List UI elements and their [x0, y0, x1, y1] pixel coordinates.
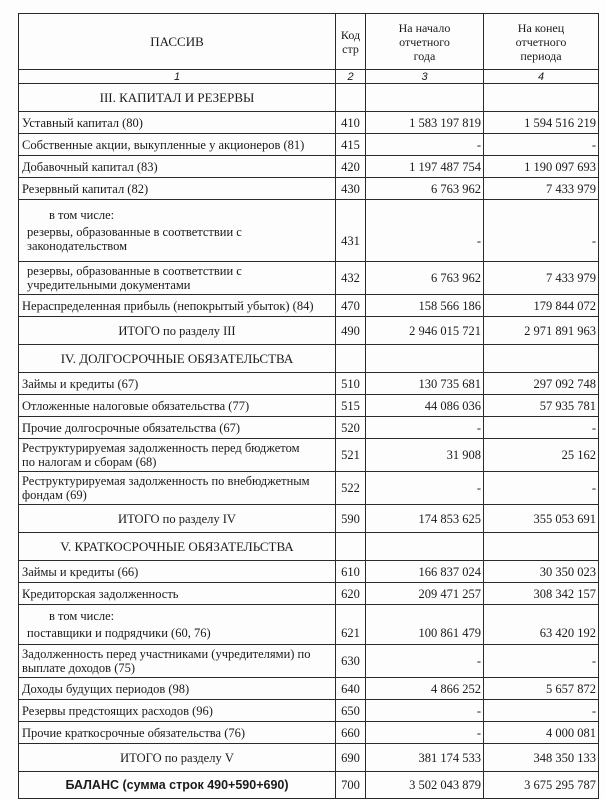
- row-label: ИТОГО по разделу V: [19, 744, 336, 772]
- table-row: [19, 156, 599, 178]
- row-label: Нераспределенная прибыль (непокрытый убыток) (84): [19, 295, 336, 317]
- row-label: в том числе: резервы, образованные в соответствии с законодательством: [19, 200, 336, 262]
- value-end: -: [484, 700, 599, 722]
- table-row: [19, 583, 599, 605]
- table-row: [19, 605, 599, 645]
- row-label: Займы и кредиты (67): [19, 373, 336, 395]
- table-row: [19, 200, 599, 262]
- table-row: [19, 472, 599, 505]
- row-code: 620: [336, 583, 366, 605]
- section-header-capital: [19, 84, 599, 112]
- row-label: Прочие краткосрочные обязательства (76): [19, 722, 336, 744]
- value-start: 174 853 625: [366, 505, 484, 533]
- value-end: 4 000 081: [484, 722, 599, 744]
- value-end: 7 433 979: [484, 178, 599, 200]
- value-start: -: [366, 700, 484, 722]
- value-end: 179 844 072: [484, 295, 599, 317]
- section-title: IV. ДОЛГОСРОЧНЫЕ ОБЯЗАТЕЛЬСТВА: [19, 345, 336, 373]
- row-code: 650: [336, 700, 366, 722]
- table-row: [19, 700, 599, 722]
- row-code: 660: [336, 722, 366, 744]
- value-end: 1 594 516 219: [484, 112, 599, 134]
- row-label: Отложенные налоговые обязательства (77): [19, 395, 336, 417]
- value-end: 63 420 192: [484, 605, 599, 645]
- row-code: 590: [336, 505, 366, 533]
- table-row: [19, 678, 599, 700]
- table-row: [19, 561, 599, 583]
- column-number: 4: [484, 70, 599, 84]
- balance-sheet-liabilities-table: [18, 13, 599, 799]
- header-liabilities: ПАССИВ: [19, 14, 336, 70]
- value-start: 158 566 186: [366, 295, 484, 317]
- value-start: -: [366, 134, 484, 156]
- row-label: БАЛАНС (сумма строк 490+590+690): [19, 772, 336, 799]
- row-label: Прочие долгосрочные обязательства (67): [19, 417, 336, 439]
- section-title: III. КАПИТАЛ И РЕЗЕРВЫ: [19, 84, 336, 112]
- row-code: 490: [336, 317, 366, 345]
- row-label: Задолженность перед участниками (учредителями) по выплате доходов (75): [19, 645, 336, 678]
- row-label: Займы и кредиты (66): [19, 561, 336, 583]
- total-row-section-5: [19, 744, 599, 772]
- table-row: [19, 295, 599, 317]
- row-code: 621: [336, 605, 366, 645]
- table-row: [19, 645, 599, 678]
- row-code: 640: [336, 678, 366, 700]
- table-row: [19, 112, 599, 134]
- value-end: 348 350 133: [484, 744, 599, 772]
- row-code: 690: [336, 744, 366, 772]
- header-line-code: Код стр: [336, 14, 366, 70]
- row-label: Резервы предстоящих расходов (96): [19, 700, 336, 722]
- section-header-long-term: [19, 345, 599, 373]
- value-end: 2 971 891 963: [484, 317, 599, 345]
- value-end: 5 657 872: [484, 678, 599, 700]
- value-start: 130 735 681: [366, 373, 484, 395]
- value-start: 1 583 197 819: [366, 112, 484, 134]
- row-label: ИТОГО по разделу III: [19, 317, 336, 345]
- row-label: Уставный капитал (80): [19, 112, 336, 134]
- row-prefix: в том числе:: [49, 208, 115, 222]
- row-code: 700: [336, 772, 366, 799]
- table-row: [19, 722, 599, 744]
- column-number: 1: [19, 70, 336, 84]
- table-header: [19, 14, 599, 70]
- row-code: 610: [336, 561, 366, 583]
- row-label: Добавочный капитал (83): [19, 156, 336, 178]
- row-label: Резервный капитал (82): [19, 178, 336, 200]
- row-code: 410: [336, 112, 366, 134]
- row-code: 515: [336, 395, 366, 417]
- value-end: -: [484, 200, 599, 262]
- row-code: 510: [336, 373, 366, 395]
- value-end: 30 350 023: [484, 561, 599, 583]
- value-start: 1 197 487 754: [366, 156, 484, 178]
- value-start: -: [366, 472, 484, 505]
- row-code: 432: [336, 262, 366, 295]
- table-row: [19, 395, 599, 417]
- value-end: 355 053 691: [484, 505, 599, 533]
- value-end: 57 935 781: [484, 395, 599, 417]
- row-code: 431: [336, 200, 366, 262]
- value-start: 4 866 252: [366, 678, 484, 700]
- row-code: 630: [336, 645, 366, 678]
- value-start: 381 174 533: [366, 744, 484, 772]
- value-start: 3 502 043 879: [366, 772, 484, 799]
- column-numbers-row: [19, 70, 599, 84]
- table-row: [19, 262, 599, 295]
- value-end: -: [484, 417, 599, 439]
- value-end: -: [484, 645, 599, 678]
- row-code: 430: [336, 178, 366, 200]
- row-label: Кредиторская задолженность: [19, 583, 336, 605]
- value-start: 44 086 036: [366, 395, 484, 417]
- table-row: [19, 373, 599, 395]
- header-period-end: На конец отчетного периода: [484, 14, 599, 70]
- value-end: 1 190 097 693: [484, 156, 599, 178]
- value-start: 6 763 962: [366, 262, 484, 295]
- value-end: 25 162: [484, 439, 599, 472]
- row-label: Реструктурируемая задолженность перед бюджетом по налогам и сборам (68): [19, 439, 336, 472]
- value-start: 6 763 962: [366, 178, 484, 200]
- row-prefix: в том числе:: [49, 609, 115, 623]
- value-start: 31 908: [366, 439, 484, 472]
- row-code: 415: [336, 134, 366, 156]
- value-end: -: [484, 472, 599, 505]
- row-label: ИТОГО по разделу IV: [19, 505, 336, 533]
- value-start: 166 837 024: [366, 561, 484, 583]
- row-code: 522: [336, 472, 366, 505]
- balance-total-row: [19, 772, 599, 799]
- value-end: 7 433 979: [484, 262, 599, 295]
- row-label: Реструктурируемая задолженность по внебюджетным фондам (69): [19, 472, 336, 505]
- value-start: -: [366, 645, 484, 678]
- section-header-short-term: [19, 533, 599, 561]
- row-label: резервы, образованные в соответствии с учредительными документами: [19, 262, 336, 295]
- row-code: 520: [336, 417, 366, 439]
- row-code: 470: [336, 295, 366, 317]
- value-start: -: [366, 200, 484, 262]
- header-period-start: На начало отчетного года: [366, 14, 484, 70]
- value-start: 209 471 257: [366, 583, 484, 605]
- value-end: -: [484, 134, 599, 156]
- value-start: -: [366, 722, 484, 744]
- value-start: 100 861 479: [366, 605, 484, 645]
- column-number: 3: [366, 70, 484, 84]
- value-end: 297 092 748: [484, 373, 599, 395]
- value-start: -: [366, 417, 484, 439]
- row-code: 420: [336, 156, 366, 178]
- section-title: V. КРАТКОСРОЧНЫЕ ОБЯЗАТЕЛЬСТВА: [19, 533, 336, 561]
- table-row: [19, 134, 599, 156]
- total-row-section-3: [19, 317, 599, 345]
- value-end: 308 342 157: [484, 583, 599, 605]
- row-label: Собственные акции, выкупленные у акционеров (81): [19, 134, 336, 156]
- table-row: [19, 417, 599, 439]
- row-label: Доходы будущих периодов (98): [19, 678, 336, 700]
- table-row: [19, 439, 599, 472]
- value-end: 3 675 295 787: [484, 772, 599, 799]
- row-code: 521: [336, 439, 366, 472]
- row-label: в том числе: поставщики и подрядчики (60, 76): [19, 605, 336, 645]
- value-start: 2 946 015 721: [366, 317, 484, 345]
- total-row-section-4: [19, 505, 599, 533]
- table-row: [19, 178, 599, 200]
- column-number: 2: [336, 70, 366, 84]
